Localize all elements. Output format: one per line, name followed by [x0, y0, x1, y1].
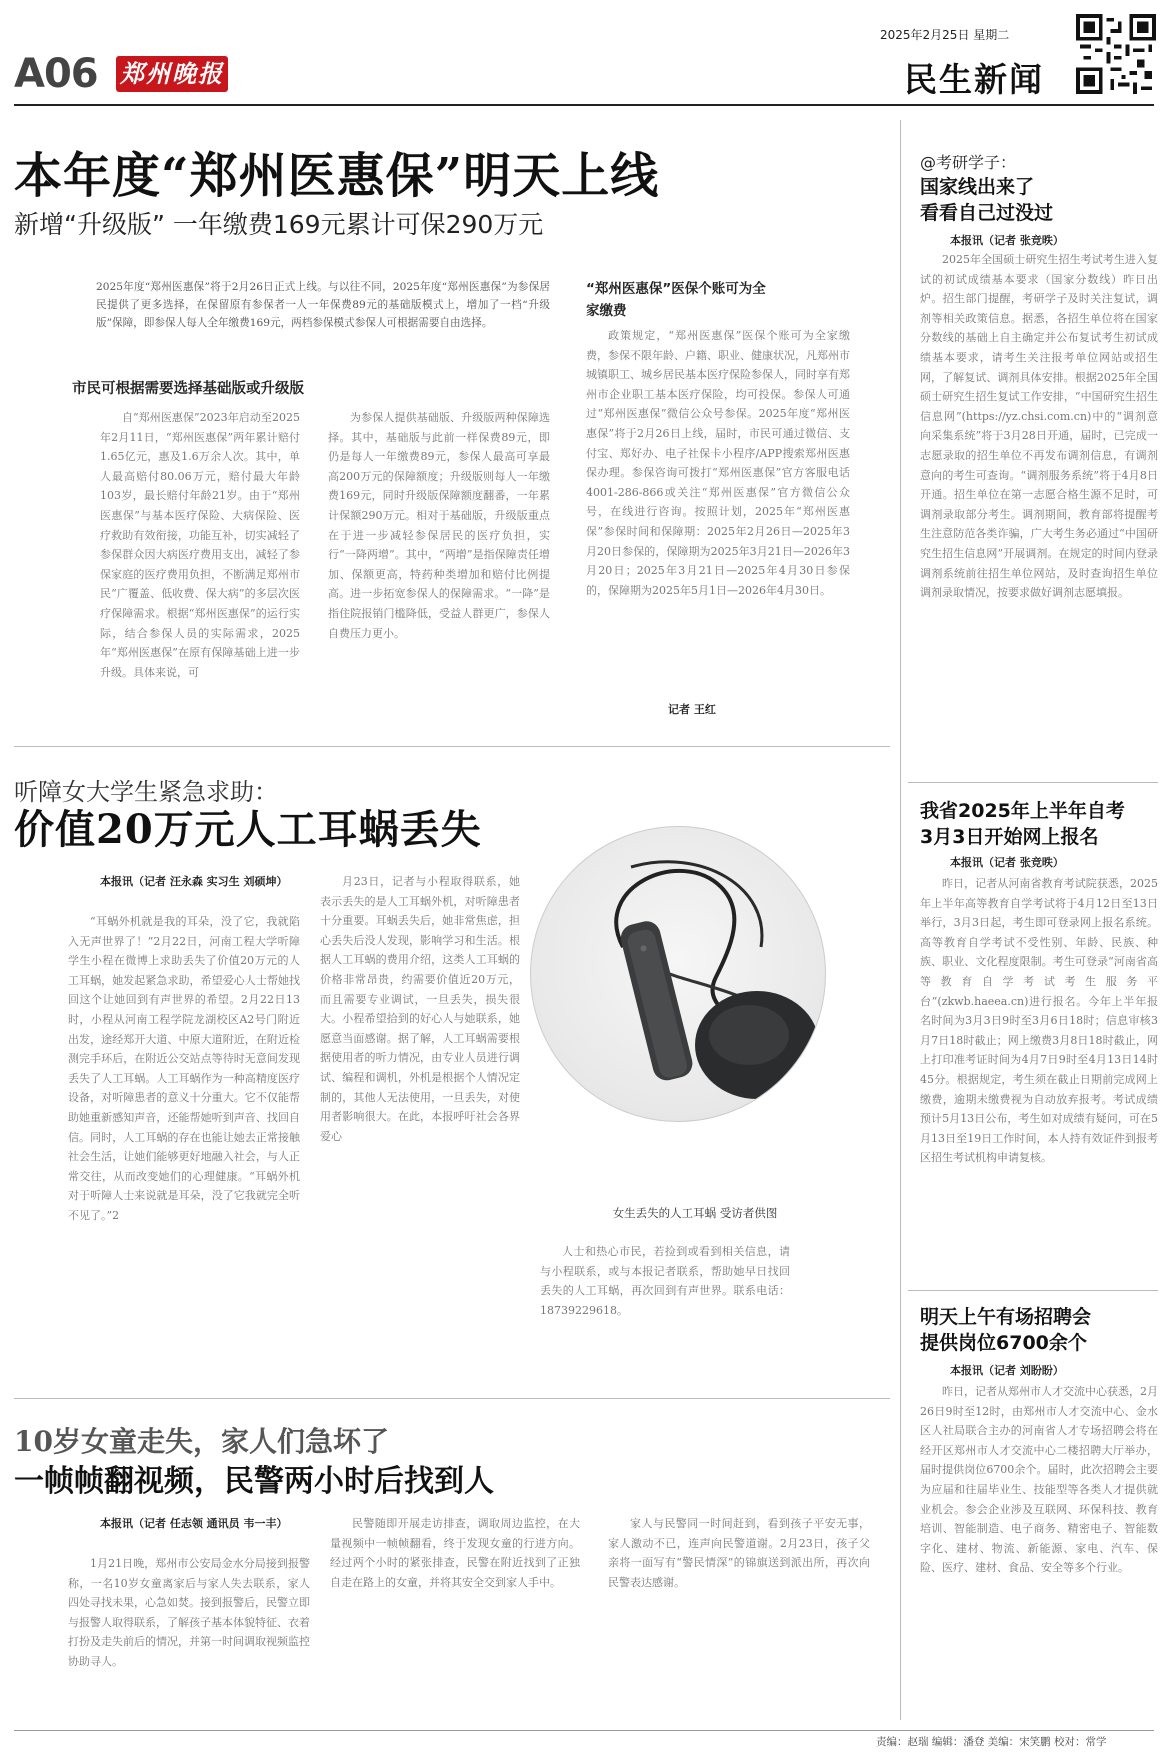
page-number: A06 [14, 51, 98, 97]
story-3-col-3: 家人与民警同一时间赶到，看到孩子平安无事，家人激动不已，连声向民警道谢。2月23日，孩子父亲将一面写有“警民情深”的锦旗送到派出所，再次向民警表达感谢。 [608, 1517, 870, 1589]
sidebar-3-headline-1: 明天上午有场招聘会 [920, 1306, 1092, 1328]
cochlear-implant-photo [530, 826, 826, 1122]
sidebar-divider [900, 120, 901, 1720]
main-headline: 本年度“郑州医惠保”明天上线 [14, 148, 660, 204]
story-3-byline: 本报讯（记者 任志领 通讯员 韦一丰） [100, 1517, 288, 1530]
story-divider-2 [14, 1398, 890, 1399]
paper-logo [116, 56, 228, 92]
story-3-kicker: 10岁女童走失，家人们急坏了 [14, 1425, 389, 1458]
sidebar-3-headline-2: 提供岗位6700余个 [920, 1332, 1087, 1354]
issue-date: 2025年2月25日 星期二 [880, 28, 1010, 42]
sidebar-2-body: 昨日，记者从河南省教育考试院获悉，2025年上半年高等教育自学考试将于4月12日至13日举行，3月3日起，考生即可登录网上报名系统。高等教育自学考试不受性别、年龄、民族、种族、职业、文化程度限制。考生可登录“河南省高等教育自学考试考生服务平台”(zkwb.haeea.cn)进行报名。今年上半年报名时间为3月3日9时至3月6日18时；信息审核3月7日18时截止；网上缴费3月8日18时截止，网上打印准考证时间为4月7日9时至4月13日14时45分。根据规定，考生须在截止日期前完成网上缴费，逾期未缴费视为自动放弃报考。考试成绩预计5月13日公布，考生如对成绩有疑问，可在5月13日至19日工作时间，本人持有效证件到报考区招生考试机构申请复核。 [920, 877, 1158, 1165]
top-rule [14, 104, 1154, 106]
sidebar-3-body: 昨日，记者从郑州市人才交流中心获悉，2月26日9时至12时，由郑州市人才交流中心、金水区人社局联合主办的河南省人才专场招聘会将在经开区郑州市人才交流中心二楼招聘大厅举办，届时提供岗位6700余个。届时，此次招聘会主要为应届和往届毕业生、技能型等各类人才提供就业机会。参会企业涉及互联网、环保科技、教育培训、智能制造、电子商务、精密电子、智能数字化、建材、物流、新能源、家电、汽车、保险、医疗、建材、食品、安全等多个行业。 [920, 1385, 1158, 1575]
paper-name: 郑州晚报 [120, 59, 224, 88]
sidebar-divider-2 [908, 1290, 1158, 1291]
sidebar-3-byline: 本报讯（记者 刘盼盼） [950, 1364, 1064, 1377]
sidebar-2-headline-2: 3月3日开始网上报名 [920, 826, 1099, 848]
bottom-rule [14, 1730, 1154, 1731]
main-subheadline: 新增“升级版” 一年缴费169元累计可保290万元 [14, 210, 544, 239]
main-subhead-basic-upgrade: 市民可根据需要选择基础版或升级版 [72, 381, 304, 397]
sidebar-2-byline: 本报讯（记者 张竞昳） [950, 856, 1064, 869]
main-story-byline: 记者 王红 [668, 703, 716, 716]
cochlear-implant-icon [531, 827, 826, 1122]
main-story-col-2: 为参保人提供基础版、升级版两种保障选择。其中，基础版与此前一样保费89元，即仍是每人一年缴费89元，参保人最高可享最高200万元的保障额度；升级版则每人一年缴费169元，同时升级版保障额度翻番，一年累计保额290万元。相对于基础版，升级版重点在于进一步减轻参保居民的医疗负担，实行“一降两增”。其中，“两增”是指保障责任增加、保额更高，特药种类增加和赔付比例提高。进一步拓宽参保人的保障需求。“一降”是指住院报销门槛降低，受益人群更广，参保人自费压力更小。 [328, 411, 550, 640]
story-2-col-2: 月23日，记者与小程取得联系，她表示丢失的是人工耳蜗外机，对听障患者十分重要。耳蜗丢失后，她非常焦虑，担心丢失后没人发现，影响学习和生活。根据人工耳蜗的费用介绍，这类人工耳蜗的价格非常昂贵，约需要价值近20万元，而且需要专业调试，一旦丢失，损失很大。小程希望拾到的好心人与她联系，她愿意当面感谢。据了解，人工耳蜗需要根据使用者的听力情况，由专业人员进行调试、编程和调机，外机是根据个人情况定制的，其他人无法使用，一旦丢失，对使用者影响很大。在此，本报呼吁社会各界爱心 [320, 875, 520, 1143]
photo-caption: 女生丢失的人工耳蜗 受访者供图 [612, 1206, 778, 1220]
story-3-headline: 一帧帧翻视频，民警两小时后找到人 [14, 1464, 494, 1499]
sidebar-1-byline: 本报讯（记者 张竞昳） [950, 234, 1064, 247]
sidebar-1-headline-1: 国家线出来了 [920, 176, 1035, 198]
footer-credits: 责编：赵瑞 编辑：潘登 美编：宋笑鹏 校对：常学 [876, 1736, 1107, 1748]
story-3-col-2: 民警随即开展走访排查，调取周边监控，在大量视频中一帧帧翻看，终于发现女童的行进方向。经过两个小时的紧张排查，民警在附近找到了正独自走在路上的女童，并将其安全交到家人手中。 [330, 1517, 580, 1589]
sidebar-divider-1 [908, 782, 1158, 783]
sidebar-2-headline-1: 我省2025年上半年自考 [920, 800, 1125, 822]
main-lead: 2025年度“郑州医惠保”将于2月26日正式上线。与以往不同，2025年度“郑州医惠保”为参保居民提供了更多选择，在保留原有参保者一人一年保费89元的基础版模式上，增加了一档“升级版”保障，即参保人每人全年缴费169元，两档参保模式参保人可根据需要自由选择。 [96, 281, 550, 329]
story-2-kicker: 听障女大学生紧急求助： [14, 778, 278, 806]
section-name: 民生新闻 [904, 60, 1044, 99]
story-2-headline: 价值20万元人工耳蜗丢失 [14, 806, 482, 853]
sidebar-1-kicker: @考研学子： [920, 153, 1017, 172]
main-story-col-1: 自“郑州医惠保”2023年启动至2025年2月11日，“郑州医惠保”两年累计赔付1.65亿元，惠及1.6万余人次。其中，单人最高赔付80.06万元，赔付最大年龄103岁，最长赔付年龄21岁。由于“郑州医惠保”与基本医疗保险、大病保险、医疗救助有效衔接，功能互补，切实减轻了参保群众因大病医疗费用支出，减轻了参保家庭的医疗费用负担，不断满足郑州市民“广覆盖、低收费、保大病”的多层次医疗保障需求。根据“郑州医惠保”的运行实际，结合参保人员的实际需求，2025年“郑州医惠保”在原有保障基础上进一步升级。具体来说，可 [100, 411, 300, 679]
story-3-col-1: 1月21日晚，郑州市公安局金水分局接到报警称，一名10岁女童离家后与家人失去联系，家人四处寻找未果，心急如焚。接到报警后，民警立即与报警人取得联系，了解孩子基本体貌特征、衣着打扮及走失前后的情况，并第一时间调取视频监控协助寻人。 [68, 1557, 310, 1668]
story-divider-1 [14, 746, 890, 747]
story-2-byline: 本报讯（记者 汪永森 实习生 刘硕坤） [100, 875, 288, 888]
qr-code-icon [1076, 14, 1156, 94]
sidebar-1-headline-2: 看看自己过没过 [920, 202, 1054, 224]
main-story-col-3: 政策规定，“郑州医惠保”医保个账可为全家缴费，参保不限年龄、户籍、职业、健康状况，凡郑州市城镇职工、城乡居民基本医疗保险参保人，同时享有郑州市企业职工基本医疗保险，均可投保。参保人可通过“郑州医惠保”微信公众号参保。2025年度“郑州医惠保”将于2月26日上线，届时，市民可通过微信、支付宝、郑好办、电子社保卡小程序/APP搜索郑州医惠保办理。参保咨询可拨打“郑州医惠保”官方客服电话4001-286-866或关注“郑州医惠保”官方微信公众号，在线进行咨询。按照计划，2025年“郑州医惠保”参保时间和保障期：2025年2月26日—2025年3月20日参保的，保障期为2025年3月21日—2026年3月20日；2025年3月21日—2025年4月30日参保的，保障期为2025年5月1日—2026年4月30日。 [586, 329, 850, 597]
main-subhead-family-payment: “郑州医惠保”医保个账可为全家缴费 [586, 281, 766, 319]
story-2-col-3: 人士和热心市民，若捡到或看到相关信息，请与小程联系，或与本报记者联系，帮助她早日找回丢失的人工耳蜗，再次回到有声世界。联系电话：18739229618。 [540, 1245, 790, 1317]
story-2-col-1: “耳蜗外机就是我的耳朵，没了它，我就陷入无声世界了！”2月22日，河南工程大学听障学生小程在微博上求助丢失了价值20万元的人工耳蜗，她发起紧急求助，希望爱心人士帮她找回这个让她回到有声世界的希望。2月22日13时，小程从河南工程学院龙湖校区A2号门附近出发，途经郑开大道、中原大道附近，在附近检测完手环后，在附近公交站点等待时无意间发现丢失了人工耳蜗。人工耳蜗作为一种高精度医疗设备，对听障患者的意义十分重大。它不仅能帮助她重新感知声音，还能帮她听到声音、找回自信。同时，人工耳蜗的存在也能让她去正常接触社会生活，让她们能够更好地融入社会，与人正常交往，从而改变她们的心理健康。“耳蜗外机对于听障人士来说就是耳朵，没了它我就完全听不见了。”2 [68, 915, 300, 1222]
sidebar-1-body: 2025年全国硕士研究生招生考试考生进入复试的初试成绩基本要求（国家分数线）昨日出炉。招生部门提醒，考研学子及时关注复试，调剂等相关政策信息。据悉，各招生单位将在国家分数线的基础上自主确定并公布复试考生初试成绩基本要求，请考生关注报考单位网站或招生网，了解复试、调剂具体安排。根据2025年全国硕士研究生招生复试工作安排，“中国研究生招生信息网”(https://yz.chsi.com.cn)中的“调剂意向采集系统”将于3月28日开通，届时，已完成一志愿录取的招生单位不再发布调剂信息，有调剂意向的考生可查询。“调剂服务系统”将于4月8日开通。招生单位在第一志愿合格生源不足时，可调剂录取部分考生。调剂期间，教育部将提醒考生注意防范各类诈骗，广大考生务必通过“中国研究生招生信息网”开展调剂。在规定的时间内登录调剂系统前往招生单位网站，及时查询招生单位调剂录取情况，按要求做好调剂志愿填报。 [920, 253, 1158, 600]
